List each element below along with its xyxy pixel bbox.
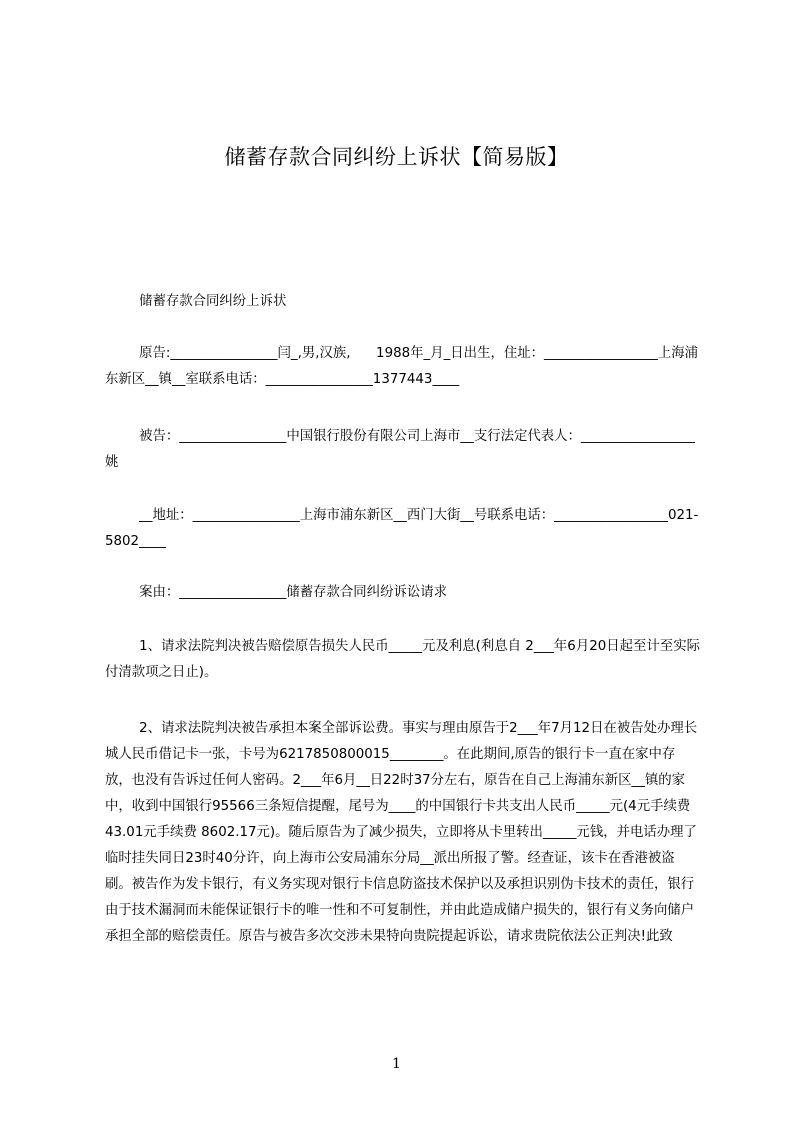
page-number: 1	[392, 1056, 401, 1072]
paragraph-address: __地址：________________上海市浦东新区__西门大街__号联系电话：_________________021-5802____	[105, 508, 699, 549]
paragraph-request-1: 1、请求法院判决被告赔偿原告损失人民币_____元及利息(利息自 2___年6月20日起至计至实际付清款项之日止)。	[105, 639, 700, 680]
paragraph-defendant: 被告：________________中国银行股份有限公司上海市__支行法定代表人：_________________姚	[105, 429, 695, 470]
paragraph-plaintiff: 原告:________________闫_,男,汉族, 1988年_月_日出生，住址：_________________上海浦东新区__镇__室联系电话：________________1377443____	[105, 346, 699, 387]
paragraph-request-2: 2、请求法院判决被告承担本案全部诉讼费。事实与理由原告于2___年7月12日在被告处办理长城人民币借记卡一张，卡号为6217850800015________。在此期间,原告的银行卡一直在家中存放，也没有告诉过任何人密码。2___年6月__日22时37分左右，原告在自己上海浦东新区__镇的家中，收到中国银行95566三条短信提醒，尾号为____的中国银行卡共支出人民币_____元(4元手续费 43.01元手续费 8602.17元)。随后原告为了减少损失，立即将从卡里转出_____元钱，并电话办理了临时挂失同日23时40分许，向上海市公安局浦东分局__派出所报了警。经查证，该卡在香港被盗刷。被告作为发卡银行，有义务实现对银行卡信息防盗技术保护以及承担识别伪卡技术的责任，银行由于技术漏洞而未能保证银行卡的唯一性和不可复制性，并由此造成储户损失的，银行有义务向储户承担全部的赔偿责任。原告与被告多次交涉未果特向贵院提起诉讼，请求贵院依法公正判决!此致	[105, 721, 698, 944]
paragraph-cause: 案由：________________储蓄存款合同纠纷诉讼请求	[105, 585, 448, 600]
paragraph-heading: 储蓄存款合同纠纷上诉状	[105, 294, 287, 309]
document-title: 储蓄存款合同纠纷上诉状【简易版】	[224, 145, 569, 169]
